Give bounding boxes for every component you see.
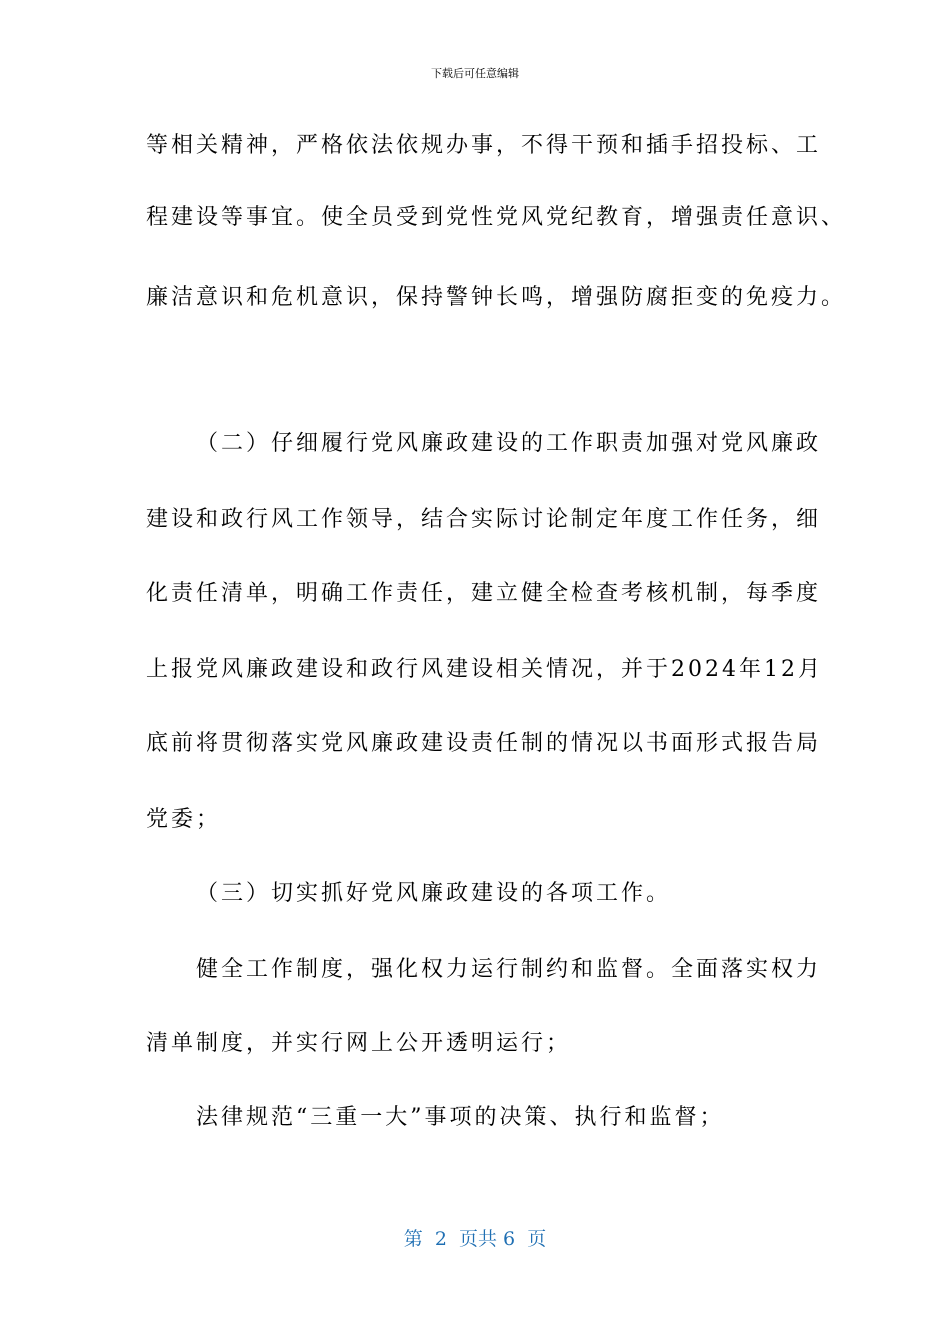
body-line-1: 等相关精神，严格依法依规办事，不得干预和插手招投标、工 (146, 133, 822, 158)
body-line-3: 廉洁意识和危机意识，保持警钟长鸣，增强防腐拒变的免疫力。 (146, 285, 847, 310)
body-line-9: 党委； (146, 807, 222, 832)
body-line-11: 健全工作制度，强化权力运行制约和监督。全面落实权力 (196, 957, 822, 982)
body-line-4: （二）仔细履行党风廉政建设的工作职责加强对党风廉政 (196, 431, 822, 456)
header-note: 下载后可任意编辑 (431, 67, 519, 80)
body-line-2: 程建设等事宜。使全员受到党性党风党纪教育，增强责任意识、 (146, 205, 847, 230)
body-line-5: 建设和政行风工作领导，结合实际讨论制定年度工作任务，细 (146, 507, 822, 532)
body-line-12: 清单制度，并实行网上公开透明运行； (146, 1031, 572, 1056)
body-line-8: 底前将贯彻落实党风廉政建设责任制的情况以书面形式报告局 (146, 731, 822, 756)
page-number-footer: 第 2 页共 6 页 (403, 1228, 547, 1250)
body-line-10: （三）切实抓好党风廉政建设的各项工作。 (196, 881, 672, 906)
body-line-7: 上报党风廉政建设和政行风建设相关情况，并于2024年12月 (146, 657, 823, 682)
body-line-13: 法律规范“三重一大”事项的决策、执行和监督； (196, 1105, 725, 1130)
body-line-6: 化责任清单，明确工作责任，建立健全检查考核机制，每季度 (146, 581, 822, 606)
